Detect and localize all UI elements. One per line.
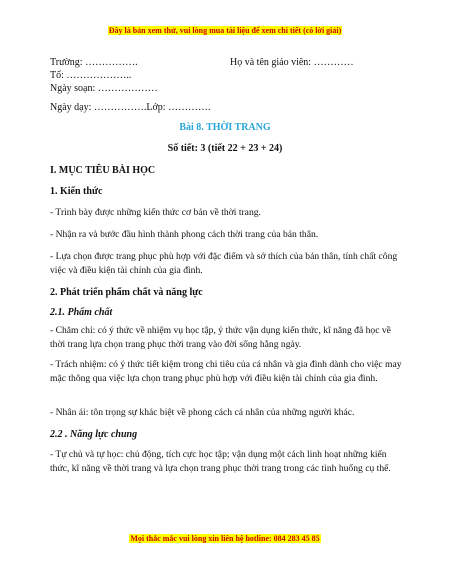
teach-date-field: Ngày dạy: …………….Lớp: ………….	[50, 102, 211, 113]
lesson-title: Bài 8. THỜI TRANG	[179, 122, 271, 133]
qualities-heading: 2.1. Phẩm chất	[50, 307, 113, 318]
preview-banner-text: Đây là bản xem thử, vui lòng mua tài liệu để xem chi tiết (có lời giải)	[108, 26, 342, 35]
quality-item-3: - Nhân ái: tôn trọng sự khác biệt về phong cách cá nhân của những người khác.	[50, 407, 355, 418]
quality-item-1: - Chăm chỉ: có ý thức về nhiệm vụ học tập, ý thức vận dụng kiến thức, kĩ năng đã học về thời trang lựa chọn trang phục thời trang vào đời sống hằng ngày.	[50, 325, 391, 350]
general-competence-heading: 2.2 . Năng lực chung	[50, 429, 138, 440]
knowledge-item-3: - Lựa chọn được trang phục phù hợp với đặc điểm và sở thích của bản thân, tính chất công việc và điều kiện tài chính của gia đình.	[50, 251, 398, 276]
hotline-footer-text: Mọi thắc mắc vui lòng xin liên hệ hotline: 084 283 45 85	[130, 534, 320, 543]
competence-heading: 2. Phát triển phẩm chất và năng lực	[50, 287, 203, 298]
competence-item-1: - Tự chủ và tự học: chủ động, tích cực học tập; vận dụng một cách linh hoạt những kiến thức, kĩ năng về thời trang và lựa chọn trang phục thời trang trong các tình huống cụ thể.	[50, 449, 391, 474]
section-objectives-heading: I. MỤC TIÊU BÀI HỌC	[50, 165, 156, 176]
teacher-field: Họ và tên giáo viên: …………	[230, 57, 354, 68]
hotline-footer	[0, 534, 450, 543]
knowledge-item-2: - Nhận ra và bước đầu hình thành phong cách thời trang của bản thân.	[50, 229, 319, 240]
quality-item-2: - Trách nhiệm: có ý thức tiết kiệm trong chi tiêu của cá nhân và gia đình dành cho việc may mặc thông qua việc lựa chọn trang phục phù hợp với điều kiện tài chính của gia đình.	[50, 359, 402, 384]
periods-line: Số tiết: 3 (tiết 22 + 23 + 24)	[167, 143, 283, 154]
preview-banner	[0, 26, 450, 35]
prep-date-field: Ngày soạn: ………………	[50, 83, 158, 94]
group-field: Tổ: ………………..	[50, 70, 132, 81]
knowledge-heading: 1. Kiến thức	[50, 186, 103, 197]
knowledge-item-1: - Trình bày được những kiến thức cơ bản về thời trang.	[50, 207, 261, 218]
school-field: Trường: …………….	[50, 57, 138, 68]
